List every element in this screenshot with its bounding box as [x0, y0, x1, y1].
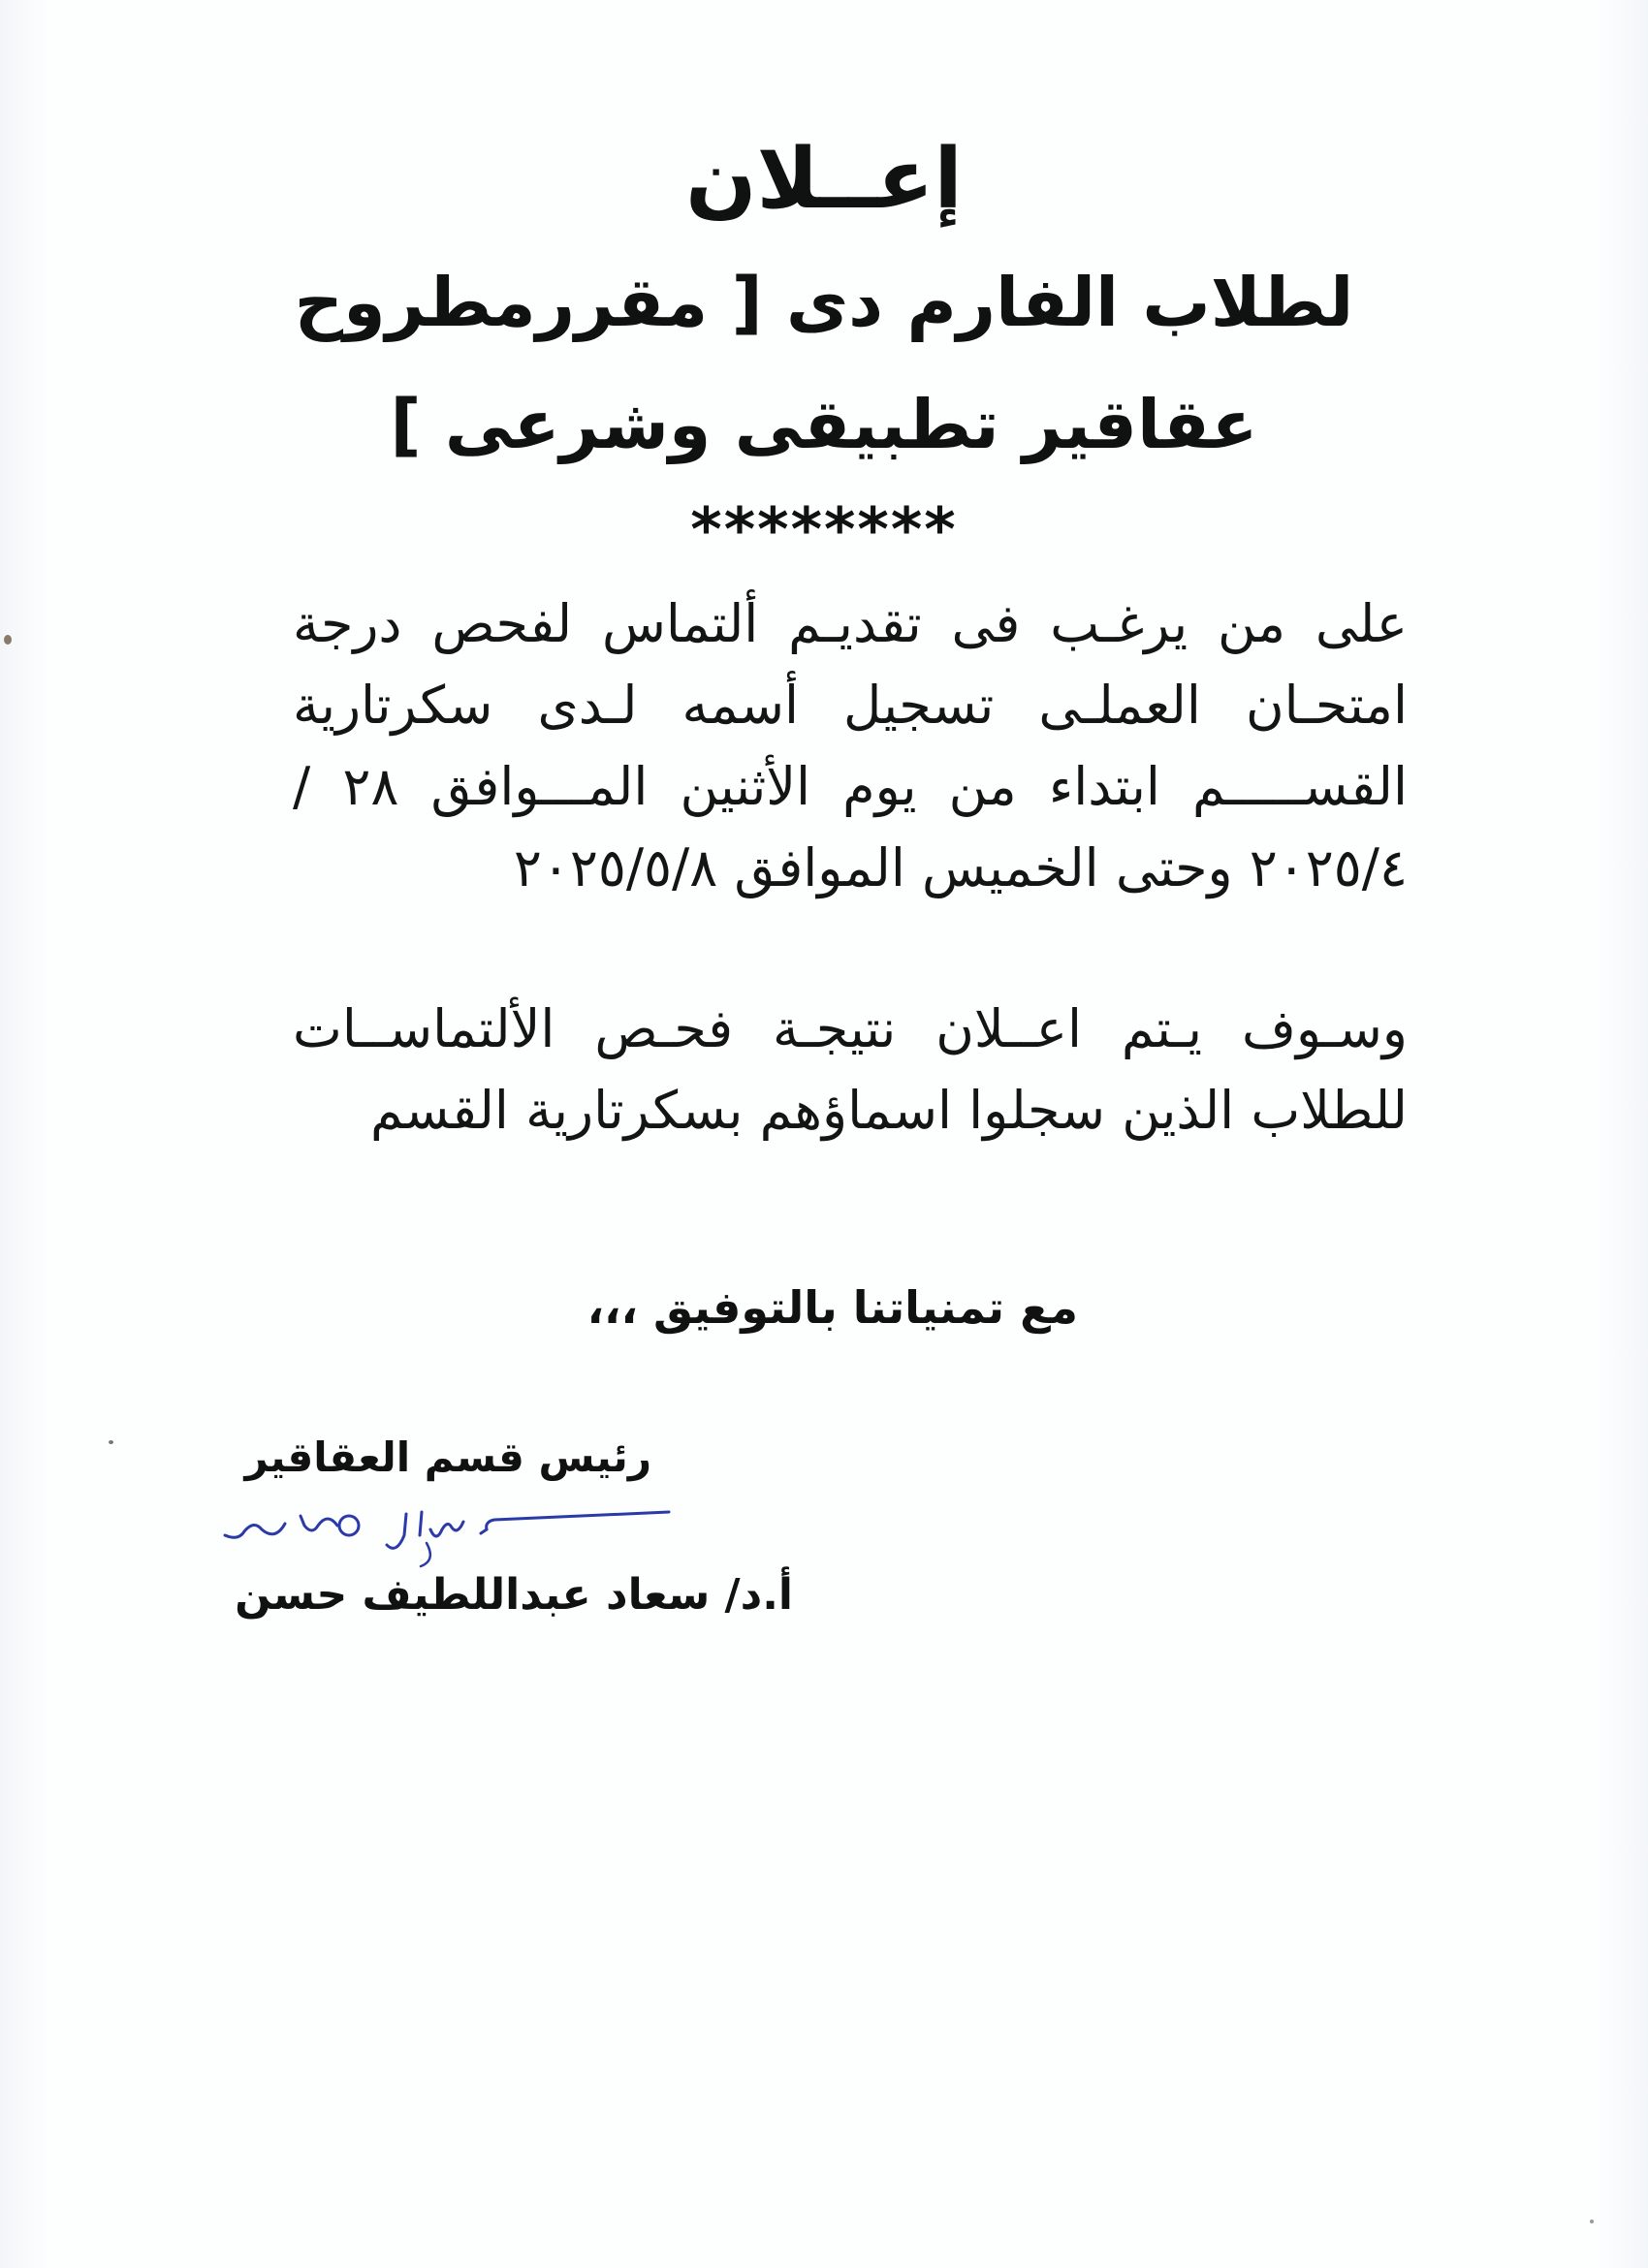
announcement-subtitle-line2: عقاقير تطبيقى وشرعى ] — [390, 385, 1258, 464]
paragraph-results: وسـوف يـتم اعــلان نتيجـة فحـص الألتماســات للطلاب الذين سجلوا اسماؤهم بسكرتارية القسم — [293, 998, 1408, 1141]
paragraph-registration: على من يرغـب فى تقديـم ألتماس لفحص درجة امتحـان العملـى تسجيل أسمه لـدى سكرتارية القســـــم ابتداء من يوم الأثنين المـــوافق ٢٨ /٢٠٢٥/٤ وحتى الخميس الموافق ٢٠٢٥/٥/٨ — [293, 593, 1408, 898]
signatory-role: رئيس قسم العقاقير — [244, 1433, 651, 1481]
announcement-subtitle-line1: لطلاب الفارم دى [ مقررمطروح — [294, 263, 1354, 342]
closing-wishes: مع تمنياتنا بالتوفيق ،،، — [586, 1281, 1078, 1334]
separator-stars: ******** — [690, 494, 958, 565]
scan-edge-right — [1600, 0, 1648, 2268]
scan-speck — [109, 1440, 113, 1444]
signatory-name: أ.د/ سعاد عبداللطيف حسن — [235, 1570, 793, 1620]
announcement-title: إعــلان — [685, 131, 963, 228]
scan-speck — [1590, 2220, 1594, 2223]
handwritten-signature — [204, 1483, 688, 1570]
scan-edge-left — [0, 0, 48, 2268]
scan-speck — [4, 635, 12, 645]
